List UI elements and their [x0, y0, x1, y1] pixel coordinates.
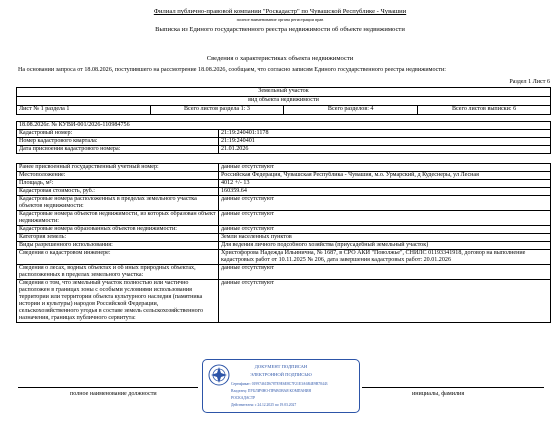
- characteristics-table: [16, 163, 551, 323]
- position-line: [18, 387, 198, 388]
- electronic-signature-stamp: [202, 359, 360, 413]
- registry-organization: Филиал публично-правовой компании "Роскадастр" по Чувашской Республике - Чувашии: [153, 8, 407, 15]
- extract-date-number: 18.08.2026г. № КУВИ-001/2026-110984756: [17, 122, 551, 130]
- stamp-subtitle: ЭЛЕКТРОННОЙ ПОДПИСЬЮ: [250, 372, 312, 377]
- detail-label: Сведения о кадастровом инженере:: [17, 250, 219, 265]
- stamp-owner: Владелец: ПУБЛИЧНО-ПРАВОВАЯ КОМПАНИЯ: [231, 389, 311, 393]
- detail-label: Категория земель:: [17, 234, 219, 242]
- detail-value: Для ведения личного подсобного хозяйства (приусадебный земельный участок): [219, 242, 551, 250]
- detail-value: данные отсутствуют: [219, 280, 551, 323]
- detail-label: Сведения о лесах, водных объектах и об иных природных объектах, расположенных в пределах земельного участка:: [17, 265, 219, 280]
- detail-value: 4012 +/- 13: [219, 180, 551, 188]
- table-row: [17, 130, 551, 138]
- detail-value: данные отсутствуют: [219, 265, 551, 280]
- table-row: [17, 265, 551, 280]
- sheets-total: Всего листов выписки: 6: [418, 106, 551, 115]
- detail-label: Виды разрешенного использования:: [17, 242, 219, 250]
- stamp-title: ДОКУМЕНТ ПОДПИСАН: [254, 364, 308, 369]
- ident-label: Дата присвоения кадастрового номера:: [17, 146, 219, 154]
- table-row: [17, 164, 551, 172]
- cadastral-quarter: 21:19:240401: [219, 138, 551, 146]
- detail-value: Христофорова Надежда Ильинична, № 1687, в СРО АКИ "Поволжье", СНИЛС 01193341918, договор на выполнение кадастровых работ от 10.11.2025 № 206, дата завершения кадастровых работ: 20.01.2026: [219, 250, 551, 265]
- assignment-date: 21.01.2026: [219, 146, 551, 154]
- table-row: [17, 211, 551, 226]
- detail-label: Местоположение:: [17, 172, 219, 180]
- cadastral-number: 21:19:240401:1178: [219, 130, 551, 138]
- table-row: [17, 138, 551, 146]
- detail-label: Кадастровые номера расположенных в пределах земельного участка объектов недвижимости:: [17, 196, 219, 211]
- section-title: Сведения о характеристиках объекта недвижимости: [206, 55, 354, 62]
- stamp-owner-name: РОСКАДАСТР: [231, 396, 256, 400]
- table-row: [17, 250, 551, 265]
- detail-label: Площадь, м²:: [17, 180, 219, 188]
- table-row: [17, 196, 551, 211]
- table-row: [17, 146, 551, 154]
- table-row: [17, 226, 551, 234]
- detail-label: Ранее присвоенный государственный учетный номер:: [17, 164, 219, 172]
- detail-label: Кадастровые номера объектов недвижимости, из которых образован объект недвижимости:: [17, 211, 219, 226]
- detail-value: данные отсутствуют: [219, 196, 551, 211]
- detail-label: Кадастровые номера образованных объектов недвижимости:: [17, 226, 219, 234]
- detail-value: 160359.64: [219, 188, 551, 196]
- detail-label: Кадастровая стоимость, руб.:: [17, 188, 219, 196]
- table-row: [17, 234, 551, 242]
- ident-label: Номер кадастрового квартала:: [17, 138, 219, 146]
- section-label: Раздел 1 Лист 6: [509, 79, 550, 85]
- detail-label: Сведения о том, что земельный участок полностью или частично расположен в границах зоны с особыми условиями использования территории или территории объекта культурного наследия (памятника истории и культуры) народов Российской Федерации, сельскохозяйственного угодья в составе земель сельскохозяйственного назначения, границах публичного сервитута:: [17, 280, 219, 323]
- detail-value: данные отсутствуют: [219, 211, 551, 226]
- position-caption: полное наименование должности: [70, 391, 157, 397]
- table-row: [17, 180, 551, 188]
- request-line: На основании запроса от 18.08.2026, поступившего на рассмотрение 18.08.2026, сообщаем, что согласно записям Единого государственного реестра недвижимости:: [18, 67, 446, 73]
- table-row: [17, 172, 551, 180]
- detail-value: Российская Федерация, Чувашская Республика - Чувашия, м.о. Урмарский, д Кудеснеры, ул Лесная: [219, 172, 551, 180]
- ident-label: Кадастровый номер:: [17, 130, 219, 138]
- table-row: [17, 280, 551, 323]
- detail-value: Земли населенных пунктов: [219, 234, 551, 242]
- table-row: [17, 242, 551, 250]
- sheet-number: Лист № 1 раздела 1: [17, 106, 151, 115]
- detail-value: данные отсутствуют: [219, 164, 551, 172]
- object-type-caption: вид объекта недвижимости: [17, 97, 551, 106]
- extract-title: Выписка из Единого государственного реестра недвижимости об объекте недвижимости: [155, 26, 405, 33]
- sheets-in-section: Всего листов раздела 1: 3: [150, 106, 284, 115]
- name-line: [362, 387, 544, 388]
- table-row: [17, 188, 551, 196]
- stamp-validity: Действителен: с 24.12.2025 по 19.03.2027: [231, 403, 297, 407]
- object-type-table: [16, 87, 551, 115]
- organization-caption: полное наименование органа регистрации прав: [236, 17, 324, 22]
- name-caption: инициалы, фамилия: [412, 391, 465, 397]
- detail-value: данные отсутствуют: [219, 226, 551, 234]
- sections-total: Всего разделов: 4: [284, 106, 418, 115]
- stamp-certificate: Сертификат: 01997461D6787E9E6E8C7F21E3A6B4E9B78443: [231, 382, 328, 386]
- identification-table: [16, 121, 551, 154]
- object-type: Земельный участок: [17, 88, 551, 97]
